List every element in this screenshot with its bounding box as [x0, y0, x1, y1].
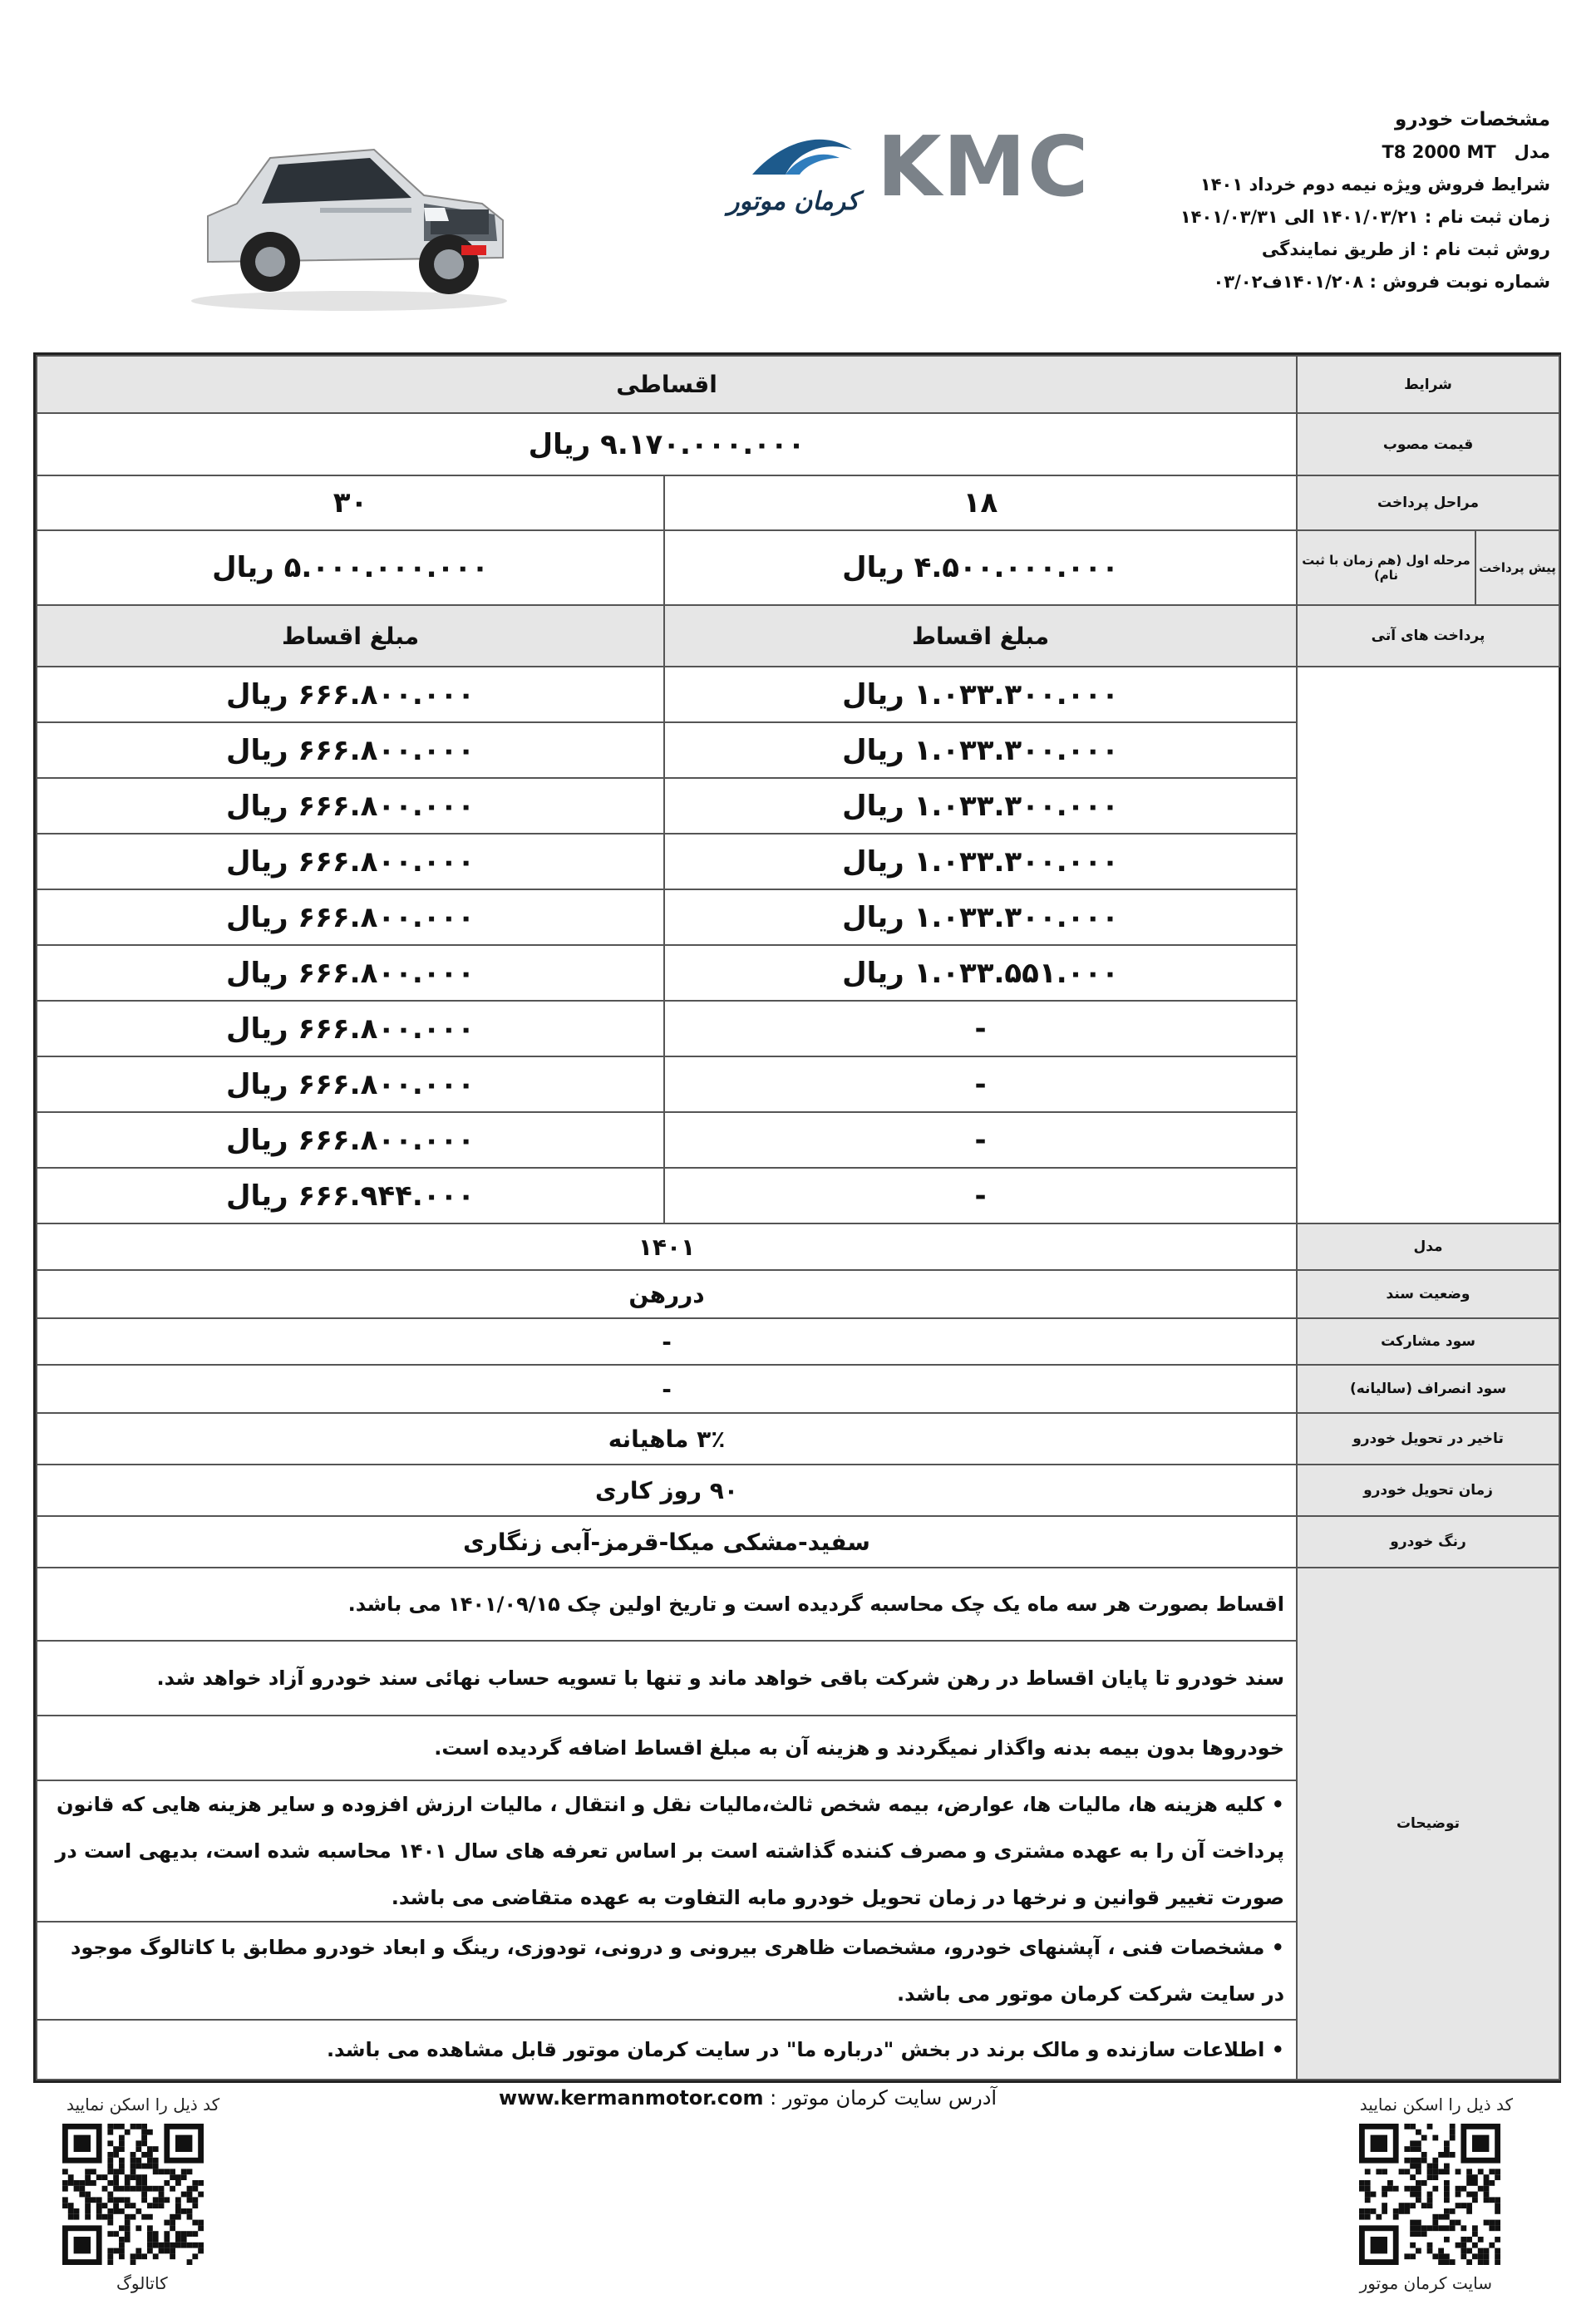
price-value: ۹.۱۷۰.۰۰۰.۰۰۰ ریال [37, 413, 1297, 475]
detail-value: - [37, 1365, 1297, 1413]
stage-a: ۱۸ [664, 475, 1297, 530]
installment-b: ۶۶۶.۸۰۰.۰۰۰ ریال [37, 1112, 664, 1168]
installment-a: - [664, 1056, 1297, 1112]
note-text: اقساط بصورت هر سه ماه یک چک محاسبه گردیده است و تاریخ اولین چک ۱۴۰۱/۰۹/۱۵ می باشد. [37, 1568, 1297, 1641]
detail-row [37, 1223, 1559, 1270]
installment-a: ۱.۰۳۳.۳۰۰.۰۰۰ ریال [664, 667, 1297, 722]
spec-model-label: مدل [1514, 142, 1550, 162]
site-url[interactable]: www.kermanmotor.com [499, 2086, 764, 2110]
detail-row [37, 1270, 1559, 1318]
installment-row [37, 667, 1559, 722]
detail-value: دررهن [37, 1270, 1297, 1318]
brand-name-en: KMC [877, 118, 1091, 215]
installment-row [37, 1001, 1559, 1056]
installment-a: ۱.۰۳۳.۳۰۰.۰۰۰ ریال [664, 722, 1297, 778]
spec-reg-time: زمان ثبت نام : ۱۴۰۱/۰۳/۲۱ الی ۱۴۰۱/۰۳/۳۱ [1180, 207, 1550, 227]
stage-b: ۳۰ [37, 475, 664, 530]
installment-row [37, 945, 1559, 1001]
stages-label: مراحل پرداخت [1297, 475, 1559, 530]
qr-code-site-icon[interactable] [1359, 2124, 1500, 2265]
detail-row [37, 1365, 1559, 1413]
scan-caption-right: کد ذیل را اسکن نمایید [1359, 2095, 1513, 2115]
prepay-a: ۴.۵۰۰.۰۰۰.۰۰۰ ریال [664, 530, 1297, 605]
detail-label: سود انصراف (سالیانه) [1297, 1365, 1559, 1413]
detail-value: ۳٪ ماهیانه [37, 1413, 1297, 1465]
installment-header-b: مبلغ اقساط [37, 605, 664, 667]
prepay-b: ۵.۰۰۰.۰۰۰.۰۰۰ ریال [37, 530, 664, 605]
detail-value: سفید-مشکی میکا-قرمز-آبی زنگاری [37, 1516, 1297, 1568]
installment-b: ۶۶۶.۸۰۰.۰۰۰ ریال [37, 1056, 664, 1112]
installment-row [37, 834, 1559, 889]
price-label: قیمت مصوب [1297, 413, 1559, 475]
detail-label: تاخیر در تحویل خودرو [1297, 1413, 1559, 1465]
installment-a: ۱.۰۳۳.۳۰۰.۰۰۰ ریال [664, 778, 1297, 834]
installment-a: ۱.۰۳۳.۳۰۰.۰۰۰ ریال [664, 834, 1297, 889]
installment-row [37, 1112, 1559, 1168]
installment-b: ۶۶۶.۸۰۰.۰۰۰ ریال [37, 667, 664, 722]
spec-reg-method: روش ثبت نام : از طریق نمایندگی [1261, 239, 1550, 259]
installment-b: ۶۶۶.۸۰۰.۰۰۰ ریال [37, 945, 664, 1001]
pickup-truck-image [175, 125, 524, 316]
conditions-label: شرایط [1297, 356, 1559, 413]
detail-row [37, 1318, 1559, 1365]
spec-sale-number: شماره نوبت فروش : ۱۴۰۱/۲۰۸ف۰۳/۰۲ [1213, 272, 1550, 292]
site-address [499, 2086, 997, 2110]
installment-b: ۶۶۶.۹۴۴.۰۰۰ ریال [37, 1168, 664, 1223]
detail-row [37, 1516, 1559, 1568]
scan-caption-left: کد ذیل را اسکن نمایید [66, 2095, 220, 2115]
note-text: • مشخصات فنی ، آپشنهای خودرو، مشخصات ظاهری بیرونی و درونی، تودوزی، رینگ و ابعاد خودرو مطابق با کاتالوگ موجود در سایت شرکت کرمان موتور می باشد. [37, 1922, 1297, 2020]
detail-label: زمان تحویل خودرو [1297, 1465, 1559, 1516]
installments-body [37, 667, 1559, 1223]
detail-row [37, 1465, 1559, 1516]
detail-label: سود مشارکت [1297, 1318, 1559, 1365]
future-payments-label: پرداخت های آتی [1297, 605, 1559, 667]
installment-header-a: مبلغ اقساط [664, 605, 1297, 667]
details-body [37, 1223, 1559, 1568]
detail-label: وضعیت سند [1297, 1270, 1559, 1318]
spec-model-value: T8 2000 MT [1382, 142, 1496, 162]
note-text: • اطلاعات سازنده و مالک برند در بخش "درباره ما" در سایت کرمان موتور قابل مشاهده می باشد. [37, 2020, 1297, 2080]
detail-label: مدل [1297, 1223, 1559, 1270]
notes-body [37, 1568, 1559, 2080]
qr-left-caption: کاتالوگ [116, 2273, 168, 2293]
kmc-logo [715, 118, 1091, 241]
first-stage-label: مرحله اول (هم زمان با ثبت نام) [1297, 530, 1475, 605]
qr-code-catalog-icon[interactable] [62, 2124, 204, 2265]
installment-b: ۶۶۶.۸۰۰.۰۰۰ ریال [37, 722, 664, 778]
note-row [37, 1568, 1559, 1641]
detail-value: - [37, 1318, 1297, 1365]
spec-conditions: شرایط فروش ویژه نیمه دوم خرداد ۱۴۰۱ [1199, 175, 1550, 194]
installment-a: - [664, 1168, 1297, 1223]
notes-label: توضیحات [1297, 1568, 1559, 2080]
prepay-label: پیش پرداخت [1475, 530, 1559, 605]
detail-value: ۹۰ روز کاری [37, 1465, 1297, 1516]
note-text: سند خودرو تا پایان اقساط در رهن شرکت باقی خواهد ماند و تنها با تسویه حساب نهائی سند خودرو آزاد خواهد شد. [37, 1641, 1297, 1716]
installment-a: - [664, 1001, 1297, 1056]
note-text: • کلیه هزینه ها، مالیات ها، عوارض، بیمه شخص ثالث،مالیات نقل و انتقال ، مالیات ارزش افزوده و سایر هزینه هایی که قانون پرداخت آن را به عهده مشتری و مصرف کننده گذاشته است بر اساس تعرفه های سال ۱۴۰۱ محاسبه شده است، بدیهی است در صورت تغییر قوانین و نرخها در زمان تحویل خودرو مابه التفاوت به عهده متقاضی می باشد. [37, 1780, 1297, 1922]
installment-row [37, 889, 1559, 945]
qr-right-caption: سایت کرمان موتور [1359, 2273, 1492, 2293]
wave-logo-icon [748, 125, 856, 183]
spec-title: مشخصات خودرو [1395, 109, 1550, 130]
site-address-label: آدرس سایت کرمان موتور : [770, 2086, 998, 2110]
conditions-value: اقساطی [37, 356, 1297, 413]
installment-a: - [664, 1112, 1297, 1168]
installment-b: ۶۶۶.۸۰۰.۰۰۰ ریال [37, 889, 664, 945]
note-text: خودروها بدون بیمه بدنه واگذار نمیگردند و هزینه آن به مبلغ اقساط اضافه گردیده است. [37, 1716, 1297, 1780]
detail-value: ۱۴۰۱ [37, 1223, 1297, 1270]
spec-model-row [1118, 136, 1550, 169]
installment-b: ۶۶۶.۸۰۰.۰۰۰ ریال [37, 1001, 664, 1056]
installment-a: ۱.۰۳۳.۵۵۱.۰۰۰ ریال [664, 945, 1297, 1001]
detail-label: رنگ خودرو [1297, 1516, 1559, 1568]
installment-row [37, 778, 1559, 834]
spec-block [1118, 104, 1550, 298]
installment-a: ۱.۰۳۳.۳۰۰.۰۰۰ ریال [664, 889, 1297, 945]
installment-row [37, 722, 1559, 778]
installment-row [37, 1168, 1559, 1223]
installment-row [37, 1056, 1559, 1112]
installment-b: ۶۶۶.۸۰۰.۰۰۰ ریال [37, 778, 664, 834]
brand-name-fa: کرمان موتور [727, 187, 860, 216]
installment-b: ۶۶۶.۸۰۰.۰۰۰ ریال [37, 834, 664, 889]
detail-row [37, 1413, 1559, 1465]
price-table [33, 352, 1561, 2083]
